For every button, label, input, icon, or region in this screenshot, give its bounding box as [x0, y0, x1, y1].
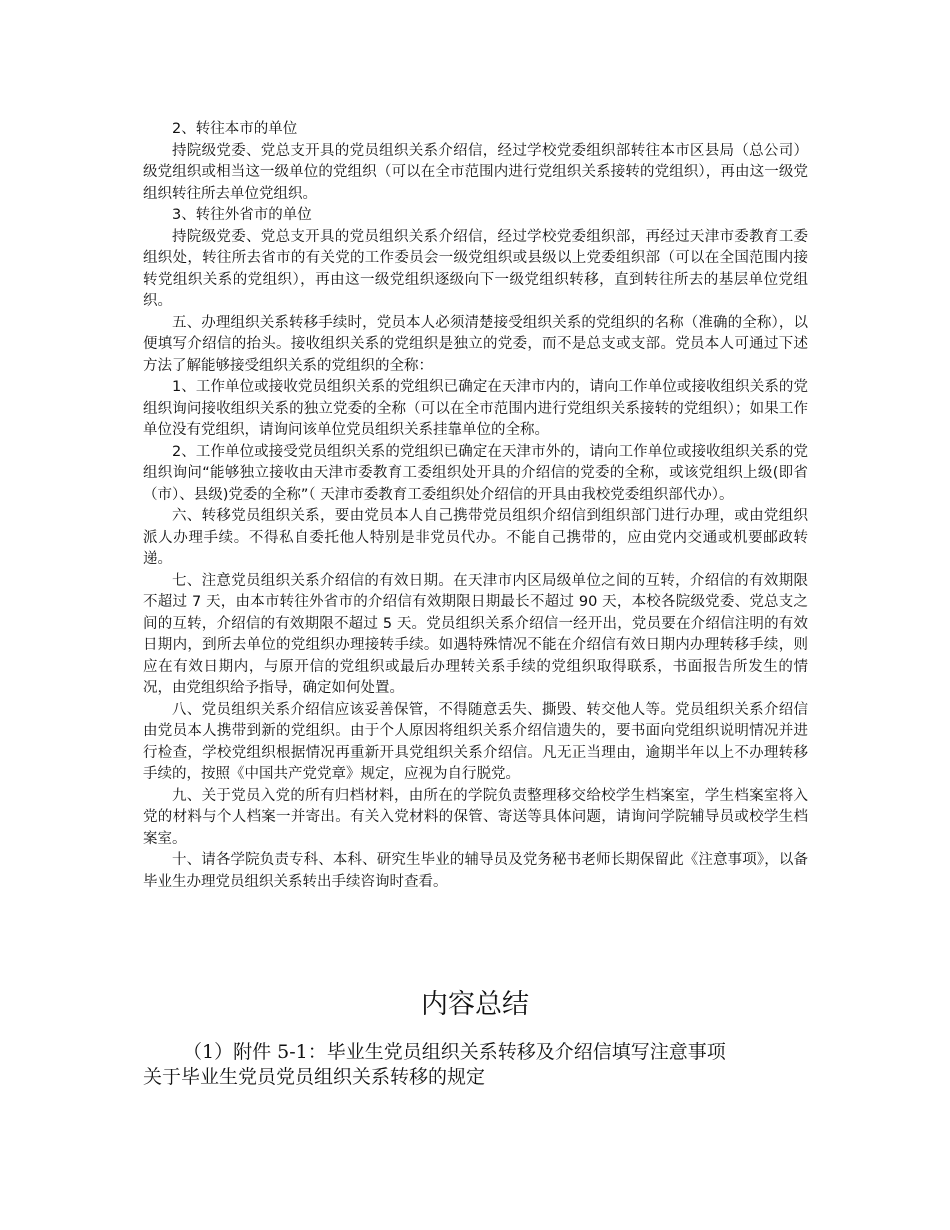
- summary-line-1: （1）附件 5-1：毕业生党员组织关系转移及介绍信填写注意事项: [183, 1041, 726, 1063]
- paragraph-section-10: 十、请各学院负责专科、本科、研究生毕业的辅导员及党务秘书老师长期保留此《注意事项》，以备毕业生办理党员组织关系转出手续咨询时查看。: [143, 852, 808, 890]
- heading-other-province-transfer: 3、转往外省市的单位: [172, 207, 312, 223]
- summary-line-2: 关于毕业生党员党员组织关系转移的规定: [143, 1066, 486, 1088]
- heading-local-transfer: 2、转往本市的单位: [172, 121, 298, 137]
- document-body: [143, 119, 808, 893]
- paragraph-section-6: 六、转移党员组织关系，要由党员本人自己携带党员组织介绍信到组织部门进行办理，或由党组织派人办理手续。不得私自委托他人特别是非党员代办。不能自己携带的，应由党内交通或机要邮政转递。: [143, 508, 808, 567]
- paragraph-section-8: 八、党员组织关系介绍信应该妥善保管，不得随意丢失、撕毁、转交他人等。党员组织关系介绍信由党员本人携带到新的党组织。由于个人原因将组织关系介绍信遗失的，要书面向党组织说明情况并进行检查，学校党组织根据情况再重新开具党组织关系介绍信。凡无正当理由，逾期半年以上不办理转移手续的，按照《中国共产党党章》规定，应视为自行脱党。: [143, 701, 808, 782]
- paragraph-other-province-transfer: 持院级党委、党总支开具的党员组织关系介绍信，经过学校党委组织部，再经过天津市委教育工委组织处，转往所去省市的有关党的工作委员会一级党组织或县级以上党委组织部（可以在全国范围内接转党组织关系的党组织），再由这一级党组织逐级向下一级党组织转移，直到转往所去的基层单位党组织。: [143, 228, 808, 309]
- paragraph-section-5-item-2: 2、工作单位或接受党员组织关系的党组织已确定在天津市外的，请向工作单位或接收组织关系的党组织询问“能够独立接收由天津市委教育工委组织处开具的介绍信的党委的全称，或该党组织上级(即省（市）、县级)党委的全称”（ 天津市委教育工委组织处介绍信的开具由我校党委组织部代办）。: [143, 443, 808, 503]
- paragraph-section-9: 九、关于党员入党的所有归档材料，由所在的学院负责整理移交给校学生档案室，学生档案室将入党的材料与个人档案一并寄出。有关入党材料的保管、寄送等具体问题，请询问学院辅导员或校学生档案室。: [143, 787, 808, 847]
- summary-title: 内容总结: [421, 989, 529, 1020]
- paragraph-section-5: 五、办理组织关系转移手续时，党员本人必须清楚接受组织关系的党组织的名称（准确的全称），以便填写介绍信的抬头。接收组织关系的党组织是独立的党委，而不是总支或支部。党员本人可通过下述方法了解能够接受组织关系的党组织的全称：: [143, 314, 808, 374]
- paragraph-section-5-item-1: 1、工作单位或接收党员组织关系的党组织已确定在天津市内的，请向工作单位或接收组织关系的党组织询问接收组织关系的独立党委的全称（可以在全市范围内进行党组织关系接转的党组织）；如果工作单位没有党组织，请询问该单位党员组织关系挂靠单位的全称。: [143, 379, 808, 438]
- paragraph-section-7: 七、注意党员组织关系介绍信的有效日期。在天津市内区局级单位之间的互转，介绍信的有效期限不超过 7 天，由本市转往外省市的介绍信有效期限日期最长不超过 90 天，本校各院级党委、党总支之间的互转，介绍信的有效期限不超过 5 天。党员组织关系介绍信一经开出，党员要在介绍信注明的有效日期内，到所去单位的党组织办理接转手续。如遇特殊情况不能在介绍信有效日期内办理转移手续，则应在有效日期内，与原开信的党组织或最后办理转关系手续的党组织取得联系，书面报告所发生的情况，由党组织给予指导，确定如何处置。: [143, 572, 808, 696]
- summary-block: [143, 1040, 843, 1090]
- paragraph-local-transfer: 持院级党委、党总支开具的党员组织关系介绍信，经过学校党委组织部转往本市区县局（总公司）级党组织或相当这一级单位的党组织（可以在全市范围内进行党组织关系接转的党组织），再由这一级党组织转往所去单位党组织。: [143, 142, 808, 202]
